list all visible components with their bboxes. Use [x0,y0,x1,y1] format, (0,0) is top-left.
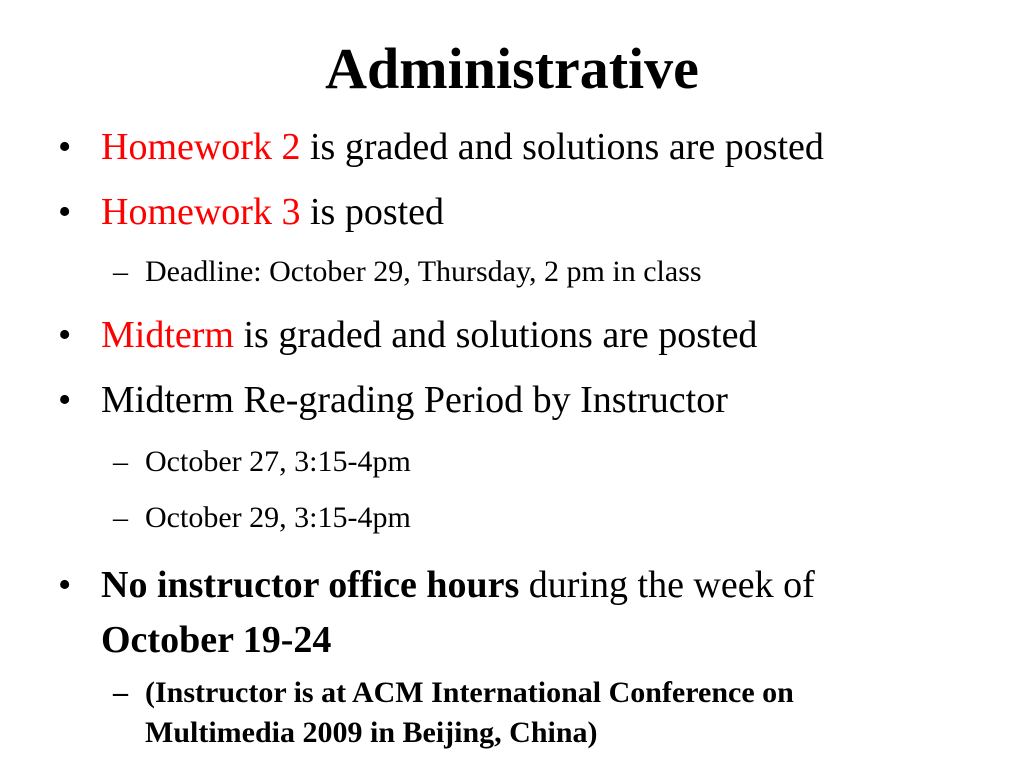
bullet-text: during the week of [519,564,815,606]
bullet-homework-2 [58,125,978,169]
bullet-midterm [58,313,978,357]
slide-title: Administrative [325,36,699,101]
sub-bullet-dash: – [113,255,128,288]
bold-text: October 19-24 [101,619,332,661]
bullet-text: is graded and solutions are posted [300,126,824,168]
sub-bullet-text: (Instructor is at ACM International Conference on Multimedia 2009 in Beijing, China) [145,676,794,749]
bullet-homework-3 [58,190,978,234]
bullet-regrading-period [58,378,978,422]
sub-bullet-dash: – [113,445,128,478]
bullet-dot: • [58,126,72,168]
bullet-dot: • [58,379,72,421]
sub-bullet-dash: – [113,501,128,534]
sub-bullet-dash: – [113,676,128,709]
bullet-text: is graded and solutions are posted [233,314,758,356]
sub-bullet-oct-27 [113,444,953,480]
sub-bullet-deadline [113,254,953,290]
bullet-text: Midterm Re-grading Period by Instructor [101,379,728,421]
sub-bullet-text: October 27, 3:15-4pm [145,445,411,478]
sub-bullet-text: October 29, 3:15-4pm [145,501,411,534]
bold-text: No instructor office hours [101,564,520,606]
sub-bullet-conference [113,673,913,753]
sub-bullet-text: Deadline: October 29, Thursday, 2 pm in class [145,255,702,288]
highlight-text: Homework 2 [101,126,301,168]
highlight-text: Midterm [101,314,234,356]
sub-bullet-oct-29 [113,500,953,536]
bullet-office-hours [58,558,978,668]
bullet-text: is posted [300,191,445,233]
bullet-dot: • [58,191,72,233]
highlight-text: Homework 3 [101,191,301,233]
bullet-dot: • [58,564,72,606]
bullet-dot: • [58,314,72,356]
